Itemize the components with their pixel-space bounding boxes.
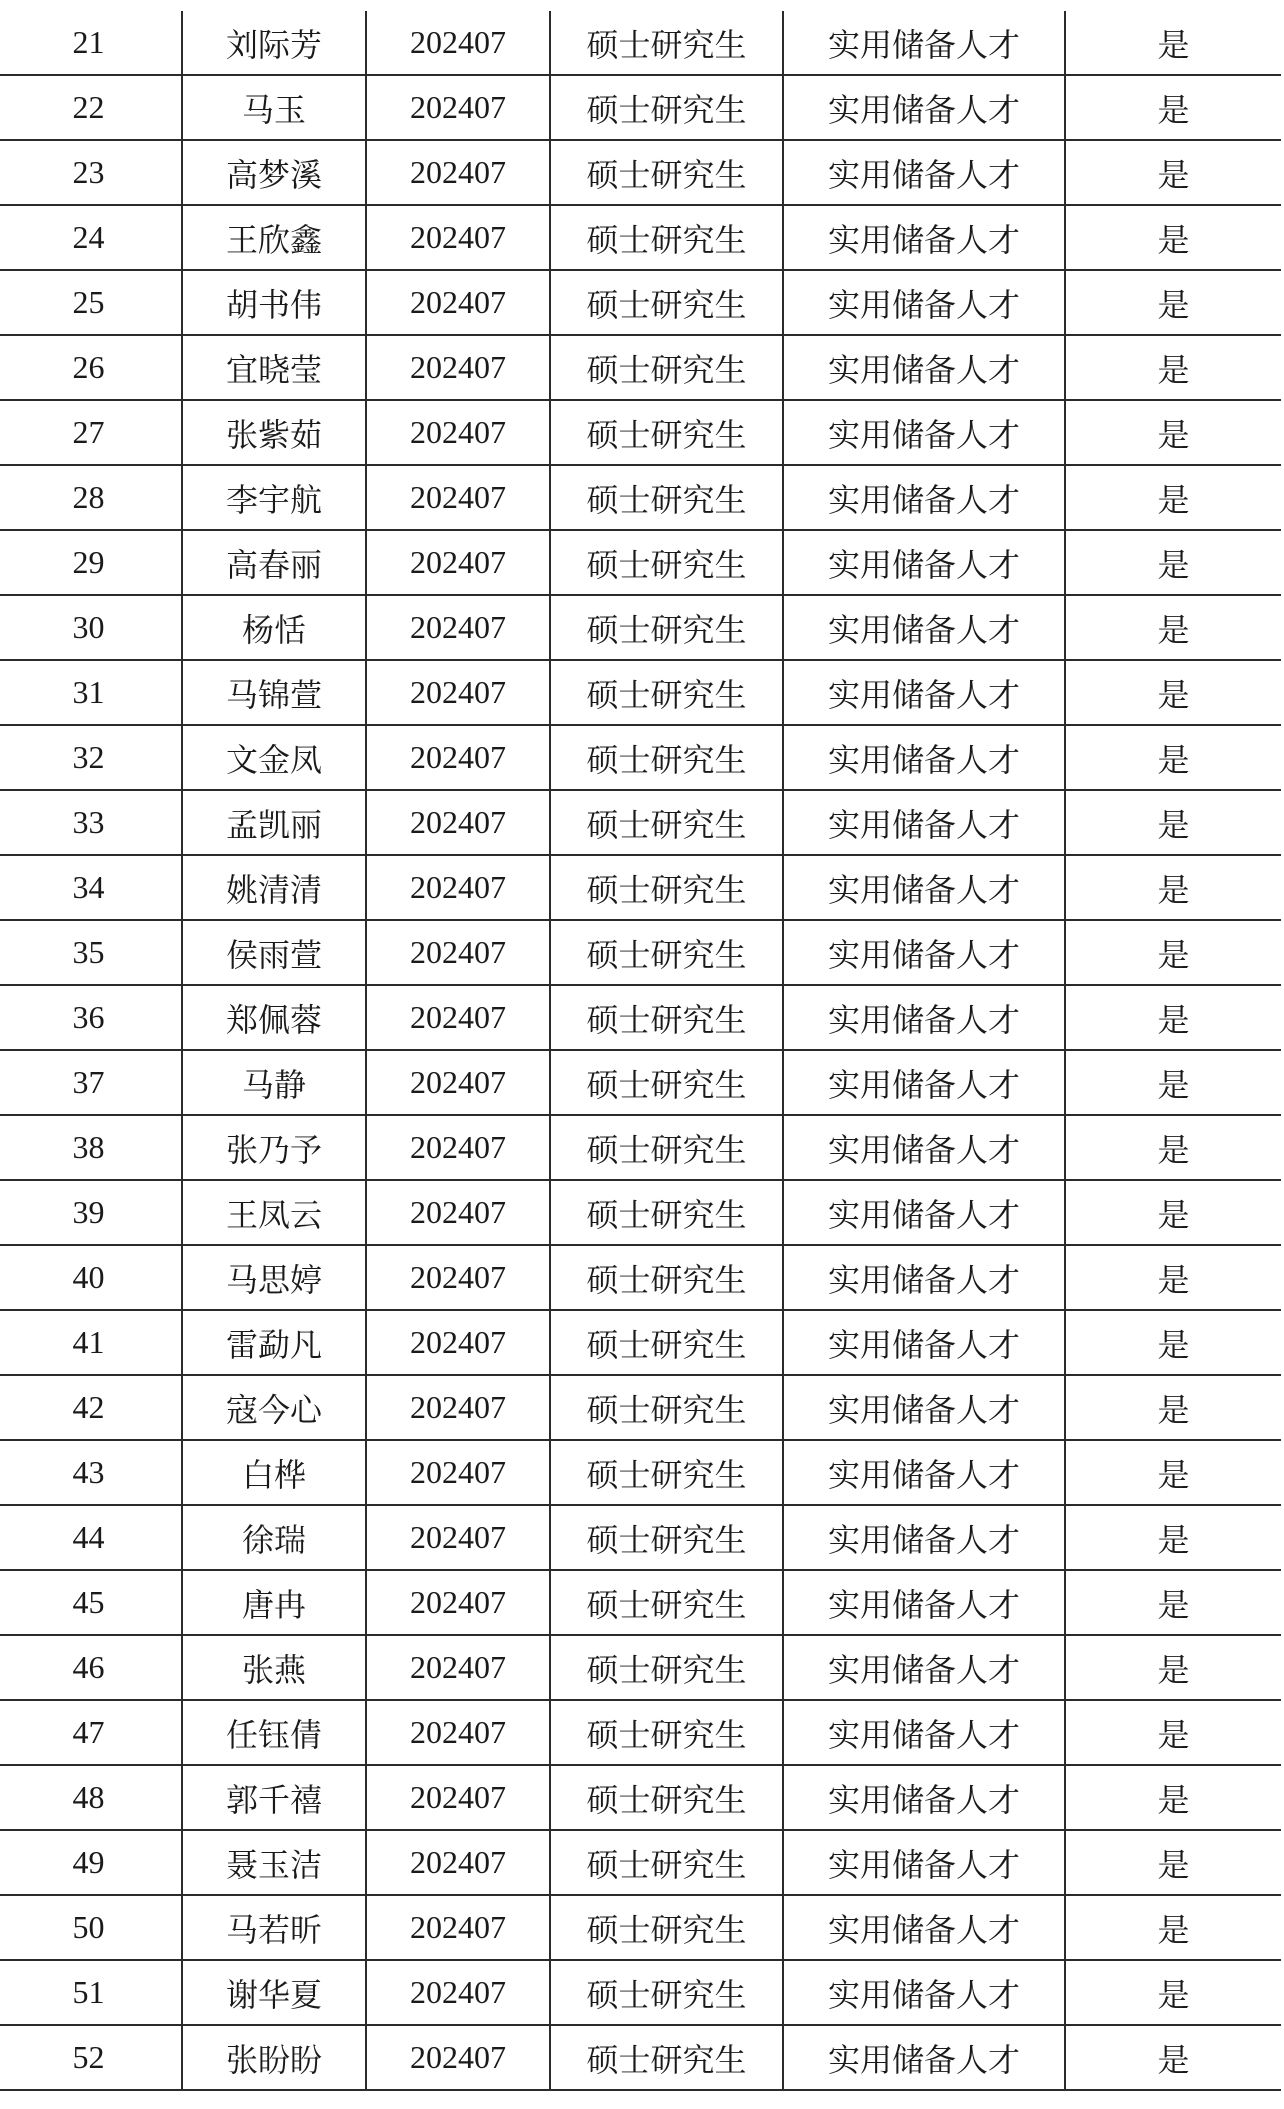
cell-status: 是 (1065, 75, 1281, 140)
table-row (0, 985, 1281, 1050)
cell-talent-category: 实用储备人才 (783, 1505, 1065, 1570)
table-row (0, 1830, 1281, 1895)
table-row (0, 2025, 1281, 2090)
cell-serial-number: 52 (0, 2025, 182, 2090)
cell-person-name: 张燕 (182, 1635, 366, 1700)
cell-date: 202407 (366, 205, 550, 270)
cell-date: 202407 (366, 1115, 550, 1180)
table-row (0, 1245, 1281, 1310)
cell-person-name: 张乃予 (182, 1115, 366, 1180)
cell-talent-category: 实用储备人才 (783, 1830, 1065, 1895)
cell-talent-category: 实用储备人才 (783, 1960, 1065, 2025)
cell-status: 是 (1065, 920, 1281, 985)
cell-degree: 硕士研究生 (550, 1895, 783, 1960)
cell-talent-category: 实用储备人才 (783, 2025, 1065, 2090)
cell-status: 是 (1065, 1700, 1281, 1765)
cell-degree: 硕士研究生 (550, 1830, 783, 1895)
cell-talent-category: 实用储备人才 (783, 11, 1065, 75)
table-row (0, 1505, 1281, 1570)
cell-degree: 硕士研究生 (550, 530, 783, 595)
cell-date: 202407 (366, 1830, 550, 1895)
cell-serial-number: 25 (0, 270, 182, 335)
cell-date: 202407 (366, 1635, 550, 1700)
cell-status: 是 (1065, 335, 1281, 400)
cell-date: 202407 (366, 1440, 550, 1505)
table-row (0, 1570, 1281, 1635)
cell-status: 是 (1065, 1115, 1281, 1180)
cell-status: 是 (1065, 1505, 1281, 1570)
cell-date: 202407 (366, 11, 550, 75)
cell-person-name: 聂玉洁 (182, 1830, 366, 1895)
cell-date: 202407 (366, 855, 550, 920)
cell-degree: 硕士研究生 (550, 1700, 783, 1765)
cell-status: 是 (1065, 660, 1281, 725)
table-row (0, 530, 1281, 595)
cell-status: 是 (1065, 530, 1281, 595)
table-row (0, 920, 1281, 985)
cell-serial-number: 48 (0, 1765, 182, 1830)
cell-serial-number: 35 (0, 920, 182, 985)
cell-person-name: 马玉 (182, 75, 366, 140)
cell-serial-number: 32 (0, 725, 182, 790)
cell-date: 202407 (366, 660, 550, 725)
cell-talent-category: 实用储备人才 (783, 400, 1065, 465)
cell-degree: 硕士研究生 (550, 1310, 783, 1375)
cell-date: 202407 (366, 75, 550, 140)
cell-talent-category: 实用储备人才 (783, 465, 1065, 530)
cell-serial-number: 47 (0, 1700, 182, 1765)
cell-person-name: 郭千禧 (182, 1765, 366, 1830)
cell-serial-number: 22 (0, 75, 182, 140)
table-row (0, 1180, 1281, 1245)
cell-status: 是 (1065, 1960, 1281, 2025)
cell-date: 202407 (366, 335, 550, 400)
cell-person-name: 马思婷 (182, 1245, 366, 1310)
table-row (0, 1960, 1281, 2025)
cell-person-name: 张盼盼 (182, 2025, 366, 2090)
cell-talent-category: 实用储备人才 (783, 985, 1065, 1050)
cell-degree: 硕士研究生 (550, 725, 783, 790)
cell-date: 202407 (366, 1180, 550, 1245)
cell-person-name: 任钰倩 (182, 1700, 366, 1765)
table-row (0, 1050, 1281, 1115)
table-row (0, 1700, 1281, 1765)
cell-serial-number: 24 (0, 205, 182, 270)
cell-status: 是 (1065, 270, 1281, 335)
cell-talent-category: 实用储备人才 (783, 660, 1065, 725)
cell-degree: 硕士研究生 (550, 1375, 783, 1440)
cell-date: 202407 (366, 1310, 550, 1375)
cell-degree: 硕士研究生 (550, 1570, 783, 1635)
cell-degree: 硕士研究生 (550, 335, 783, 400)
cell-talent-category: 实用储备人才 (783, 1180, 1065, 1245)
cell-status: 是 (1065, 1180, 1281, 1245)
table-row (0, 725, 1281, 790)
cell-person-name: 王凤云 (182, 1180, 366, 1245)
cell-person-name: 高春丽 (182, 530, 366, 595)
cell-serial-number: 33 (0, 790, 182, 855)
cell-talent-category: 实用储备人才 (783, 1895, 1065, 1960)
table-row (0, 140, 1281, 205)
cell-serial-number: 28 (0, 465, 182, 530)
cell-talent-category: 实用储备人才 (783, 1245, 1065, 1310)
table-row (0, 1635, 1281, 1700)
table-row (0, 660, 1281, 725)
table-row (0, 1310, 1281, 1375)
cell-degree: 硕士研究生 (550, 855, 783, 920)
cell-degree: 硕士研究生 (550, 75, 783, 140)
cell-talent-category: 实用储备人才 (783, 1310, 1065, 1375)
cell-status: 是 (1065, 855, 1281, 920)
cell-date: 202407 (366, 595, 550, 660)
cell-degree: 硕士研究生 (550, 920, 783, 985)
cell-talent-category: 实用储备人才 (783, 1050, 1065, 1115)
table-row (0, 1375, 1281, 1440)
cell-status: 是 (1065, 595, 1281, 660)
cell-talent-category: 实用储备人才 (783, 1570, 1065, 1635)
cell-status: 是 (1065, 205, 1281, 270)
cell-degree: 硕士研究生 (550, 465, 783, 530)
table-row (0, 595, 1281, 660)
cell-date: 202407 (366, 1765, 550, 1830)
cell-serial-number: 23 (0, 140, 182, 205)
table-row (0, 1895, 1281, 1960)
cell-person-name: 孟凯丽 (182, 790, 366, 855)
cell-talent-category: 实用储备人才 (783, 1440, 1065, 1505)
cell-talent-category: 实用储备人才 (783, 1765, 1065, 1830)
cell-status: 是 (1065, 725, 1281, 790)
table-row (0, 1115, 1281, 1180)
table-row (0, 75, 1281, 140)
cell-degree: 硕士研究生 (550, 1960, 783, 2025)
cell-talent-category: 实用储备人才 (783, 595, 1065, 660)
cell-degree: 硕士研究生 (550, 660, 783, 725)
cell-degree: 硕士研究生 (550, 1635, 783, 1700)
cell-person-name: 文金凤 (182, 725, 366, 790)
cell-status: 是 (1065, 1635, 1281, 1700)
cell-serial-number: 29 (0, 530, 182, 595)
cell-person-name: 郑佩蓉 (182, 985, 366, 1050)
cell-status: 是 (1065, 1245, 1281, 1310)
cell-person-name: 刘际芳 (182, 11, 366, 75)
cell-talent-category: 实用储备人才 (783, 1115, 1065, 1180)
cell-talent-category: 实用储备人才 (783, 1700, 1065, 1765)
cell-date: 202407 (366, 790, 550, 855)
cell-talent-category: 实用储备人才 (783, 1375, 1065, 1440)
cell-talent-category: 实用储备人才 (783, 530, 1065, 595)
cell-degree: 硕士研究生 (550, 1115, 783, 1180)
cell-date: 202407 (366, 985, 550, 1050)
cell-serial-number: 26 (0, 335, 182, 400)
cell-serial-number: 51 (0, 1960, 182, 2025)
cell-status: 是 (1065, 1570, 1281, 1635)
table-row (0, 400, 1281, 465)
cell-serial-number: 37 (0, 1050, 182, 1115)
cell-serial-number: 38 (0, 1115, 182, 1180)
table-row (0, 1765, 1281, 1830)
cell-status: 是 (1065, 1375, 1281, 1440)
cell-person-name: 侯雨萱 (182, 920, 366, 985)
cell-talent-category: 实用储备人才 (783, 790, 1065, 855)
cell-date: 202407 (366, 1050, 550, 1115)
table-row (0, 11, 1281, 75)
table-row (0, 270, 1281, 335)
cell-date: 202407 (366, 530, 550, 595)
cell-date: 202407 (366, 1245, 550, 1310)
cell-person-name: 雷勐凡 (182, 1310, 366, 1375)
cell-status: 是 (1065, 985, 1281, 1050)
cell-date: 202407 (366, 920, 550, 985)
cell-date: 202407 (366, 1570, 550, 1635)
cell-serial-number: 36 (0, 985, 182, 1050)
cell-status: 是 (1065, 1895, 1281, 1960)
table-row (0, 790, 1281, 855)
cell-status: 是 (1065, 1830, 1281, 1895)
cell-status: 是 (1065, 1050, 1281, 1115)
cell-date: 202407 (366, 1700, 550, 1765)
cell-degree: 硕士研究生 (550, 790, 783, 855)
cell-serial-number: 34 (0, 855, 182, 920)
cell-person-name: 张紫茹 (182, 400, 366, 465)
cell-degree: 硕士研究生 (550, 985, 783, 1050)
cell-talent-category: 实用储备人才 (783, 335, 1065, 400)
cell-date: 202407 (366, 1960, 550, 2025)
cell-date: 202407 (366, 725, 550, 790)
cell-person-name: 徐瑞 (182, 1505, 366, 1570)
cell-person-name: 宜晓莹 (182, 335, 366, 400)
cell-serial-number: 49 (0, 1830, 182, 1895)
cell-degree: 硕士研究生 (550, 1765, 783, 1830)
table-body (0, 11, 1281, 2090)
cell-person-name: 李宇航 (182, 465, 366, 530)
cell-status: 是 (1065, 400, 1281, 465)
cell-serial-number: 44 (0, 1505, 182, 1570)
cell-date: 202407 (366, 400, 550, 465)
cell-status: 是 (1065, 1765, 1281, 1830)
cell-person-name: 高梦溪 (182, 140, 366, 205)
cell-status: 是 (1065, 140, 1281, 205)
cell-serial-number: 41 (0, 1310, 182, 1375)
cell-serial-number: 31 (0, 660, 182, 725)
cell-talent-category: 实用储备人才 (783, 270, 1065, 335)
cell-person-name: 马锦萱 (182, 660, 366, 725)
cell-date: 202407 (366, 2025, 550, 2090)
cell-degree: 硕士研究生 (550, 400, 783, 465)
cell-serial-number: 43 (0, 1440, 182, 1505)
cell-date: 202407 (366, 140, 550, 205)
cell-date: 202407 (366, 1375, 550, 1440)
cell-person-name: 胡书伟 (182, 270, 366, 335)
cell-talent-category: 实用储备人才 (783, 855, 1065, 920)
cell-serial-number: 30 (0, 595, 182, 660)
cell-person-name: 王欣鑫 (182, 205, 366, 270)
cell-date: 202407 (366, 270, 550, 335)
cell-serial-number: 27 (0, 400, 182, 465)
cell-person-name: 杨恬 (182, 595, 366, 660)
cell-talent-category: 实用储备人才 (783, 75, 1065, 140)
talent-roster-table (0, 11, 1281, 2091)
cell-degree: 硕士研究生 (550, 11, 783, 75)
cell-serial-number: 21 (0, 11, 182, 75)
cell-status: 是 (1065, 1440, 1281, 1505)
cell-serial-number: 50 (0, 1895, 182, 1960)
cell-person-name: 谢华夏 (182, 1960, 366, 2025)
cell-date: 202407 (366, 1895, 550, 1960)
table-row (0, 465, 1281, 530)
cell-date: 202407 (366, 1505, 550, 1570)
cell-person-name: 寇今心 (182, 1375, 366, 1440)
cell-serial-number: 42 (0, 1375, 182, 1440)
cell-status: 是 (1065, 465, 1281, 530)
table-row (0, 1440, 1281, 1505)
cell-degree: 硕士研究生 (550, 1505, 783, 1570)
cell-degree: 硕士研究生 (550, 1180, 783, 1245)
cell-talent-category: 实用储备人才 (783, 140, 1065, 205)
cell-degree: 硕士研究生 (550, 1245, 783, 1310)
cell-person-name: 唐冉 (182, 1570, 366, 1635)
cell-talent-category: 实用储备人才 (783, 205, 1065, 270)
cell-degree: 硕士研究生 (550, 2025, 783, 2090)
cell-degree: 硕士研究生 (550, 1440, 783, 1505)
table-row (0, 205, 1281, 270)
cell-status: 是 (1065, 11, 1281, 75)
cell-serial-number: 40 (0, 1245, 182, 1310)
cell-status: 是 (1065, 1310, 1281, 1375)
cell-degree: 硕士研究生 (550, 205, 783, 270)
cell-date: 202407 (366, 465, 550, 530)
cell-degree: 硕士研究生 (550, 1050, 783, 1115)
cell-serial-number: 39 (0, 1180, 182, 1245)
cell-serial-number: 46 (0, 1635, 182, 1700)
cell-person-name: 姚清清 (182, 855, 366, 920)
cell-talent-category: 实用储备人才 (783, 725, 1065, 790)
cell-serial-number: 45 (0, 1570, 182, 1635)
table-row (0, 855, 1281, 920)
cell-degree: 硕士研究生 (550, 270, 783, 335)
cell-talent-category: 实用储备人才 (783, 920, 1065, 985)
cell-person-name: 马静 (182, 1050, 366, 1115)
cell-status: 是 (1065, 2025, 1281, 2090)
table-row (0, 335, 1281, 400)
cell-degree: 硕士研究生 (550, 140, 783, 205)
cell-person-name: 白桦 (182, 1440, 366, 1505)
cell-person-name: 马若昕 (182, 1895, 366, 1960)
cell-talent-category: 实用储备人才 (783, 1635, 1065, 1700)
cell-status: 是 (1065, 790, 1281, 855)
cell-degree: 硕士研究生 (550, 595, 783, 660)
